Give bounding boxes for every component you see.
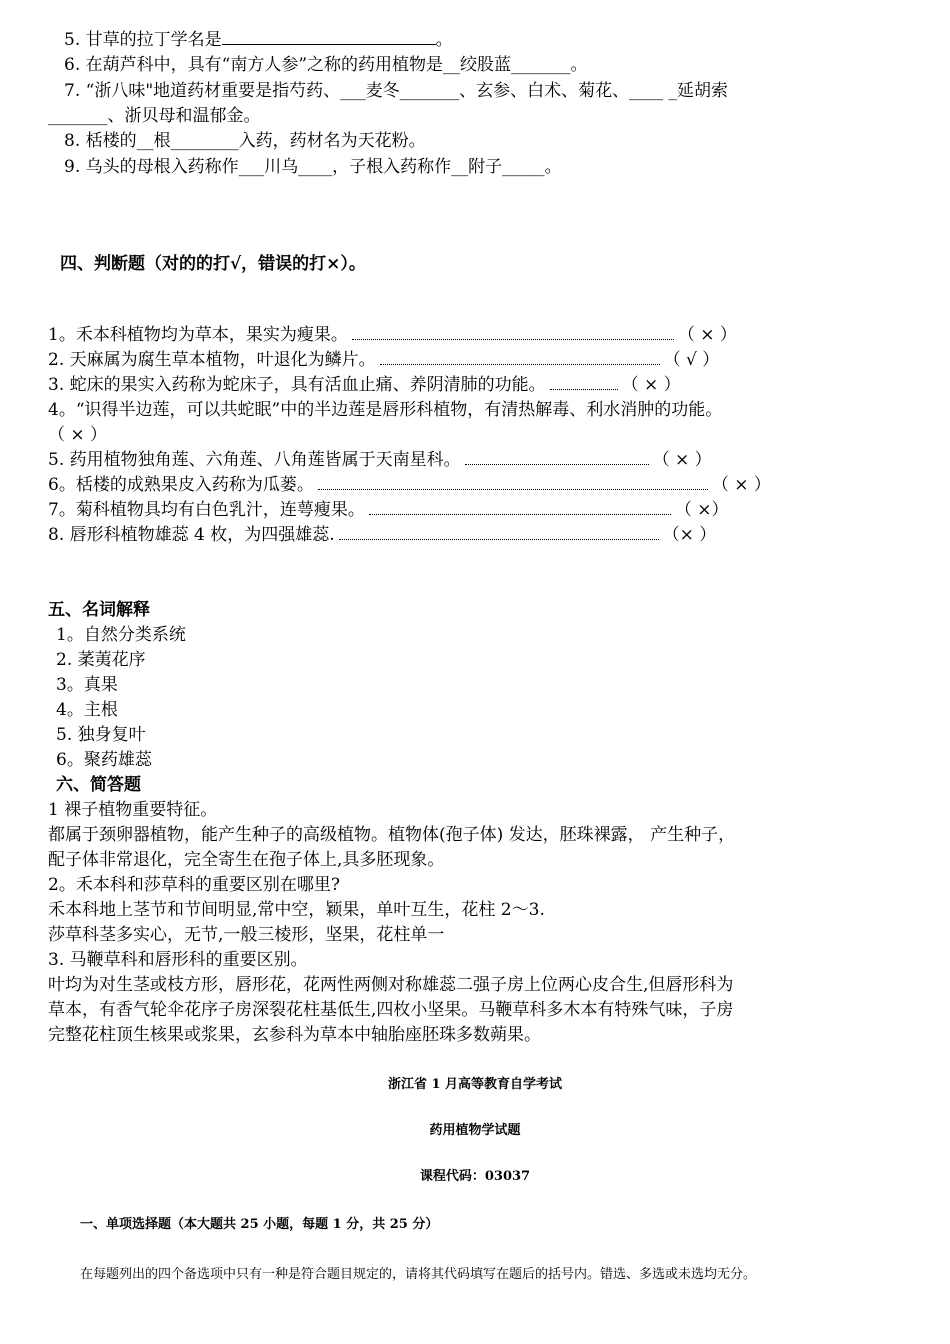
judge-item-5-text: 5. 药用植物独角莲、六角莲、八角莲皆属于天南星科。 — [48, 450, 461, 470]
exam-title-2: 药用植物学试题 — [429, 1123, 521, 1138]
terms-heading: 五、名词解释 — [48, 600, 150, 620]
fill-q7-line2: _______、浙贝母和温郁金。 — [48, 106, 261, 126]
short-line-4: 2。禾本科和莎草科的重要区别在哪里? — [48, 875, 340, 895]
fill-q7-line1: 7. “浙八味"地道药材重要是指芍药、___麦冬_______、玄参、白术、菊花、____ _延胡索 — [64, 81, 729, 101]
judge-item-2 — [48, 348, 719, 372]
judge-item-3-mark: （ × ） — [621, 375, 681, 395]
short-line-7: 3. 马鞭草科和唇形科的重要区别。 — [48, 950, 308, 970]
fill-q6-end: _______。 — [511, 55, 588, 75]
fill-q9-answer2: __附子_____ — [451, 157, 545, 177]
judge-item-7-dots — [369, 498, 671, 515]
judge-item-1-text: 1。禾本科植物均为草本，果实为瘦果。 — [48, 325, 348, 345]
judge-heading: 四、判断题（对的的打√，错误的打×）。 — [60, 254, 366, 274]
judge-item-2-mark: （ √ ） — [663, 350, 720, 370]
judge-item-2-dots — [380, 348, 660, 365]
fill-q5-end: 。 — [435, 30, 453, 50]
exam-course-code: 课程代码：03037 — [419, 1169, 531, 1184]
fill-q9-answer1: ___川乌____ — [238, 157, 333, 177]
judge-item-3-text: 3. 蛇床的果实入药称为蛇床子，具有活血止痛、养阴清肺的功能。 — [48, 375, 546, 395]
fill-q8-text: 8. 栝楼的__ — [64, 131, 154, 151]
term-item-6: 6。聚药雄蕊 — [56, 750, 152, 770]
fill-q9-mid: ，子根入药称作 — [332, 157, 452, 177]
judge-item-1-dots — [352, 323, 674, 340]
judge-item-5 — [48, 448, 712, 472]
judge-item-1-mark: （ × ） — [677, 325, 737, 345]
judge-item-3 — [48, 373, 681, 397]
fill-q5 — [64, 26, 453, 52]
judge-item-6-text: 6。栝楼的成熟果皮入药称为瓜蒌。 — [48, 475, 314, 495]
judge-item-6-mark: （ × ） — [711, 475, 771, 495]
judge-item-4: 4。“识得半边莲，可以共蛇眠”中的半边莲是唇形科植物，有清热解毒、利水消肿的功能。 — [48, 400, 723, 420]
exam-instruction: 在每题列出的四个备选项中只有一种是符合题目规定的，请将其代码填写在题后的括号内。错选、多选或未选均无分。 — [80, 1267, 757, 1282]
term-item-4: 4。主根 — [56, 700, 118, 720]
short-line-9: 草本，有香气轮伞花序子房深裂花柱基低生,四枚小坚果。马鞭草科多木本有特殊气味，子房 — [48, 1000, 734, 1020]
judge-item-7-mark: （ ×） — [674, 500, 729, 520]
judge-item-7 — [48, 498, 728, 522]
judge-item-7-text: 7。菊科植物具均有白色乳汁，连萼瘦果。 — [48, 500, 365, 520]
judge-item-2-text: 2. 天麻属为腐生草本植物，叶退化为鳞片。 — [48, 350, 376, 370]
judge-item-4-mark: （ × ） — [48, 425, 108, 445]
short-line-8: 叶均为对生茎或枝方形，唇形花，花两性两侧对称雄蕊二强子房上位两心皮合生,但唇形科为 — [48, 975, 734, 995]
judge-item-8-text: 8. 唇形科植物雄蕊 4 枚，为四强雄蕊. — [48, 525, 335, 545]
judge-item-3-dots — [550, 373, 618, 390]
short-heading: 六、简答题 — [56, 775, 141, 795]
fill-q6-text: 6. 在葫芦科中，具有“南方人参”之称的药用植物是__ — [64, 55, 461, 75]
fill-q9-end: 。 — [544, 157, 562, 177]
fill-q5-blank — [222, 26, 436, 45]
judge-item-6 — [48, 473, 771, 497]
term-item-1: 1。自然分类系统 — [56, 625, 186, 645]
fill-q6-answer: 绞股蓝 — [460, 55, 512, 75]
fill-q8-answer: 根 — [153, 131, 171, 151]
short-line-10: 完整花柱顶生核果或浆果，玄参科为草本中轴胎座胚珠多数蒴果。 — [48, 1025, 541, 1045]
judge-item-8 — [48, 523, 716, 547]
fill-q6 — [64, 53, 588, 77]
short-line-5: 禾本科地上茎节和节间明显,常中空，颖果，单叶互生，花柱 2～3. — [48, 900, 545, 920]
short-line-6: 莎草科茎多实心，无节,一般三棱形，坚果，花柱单一 — [48, 925, 445, 945]
short-line-2: 都属于颈卵器植物，能产生种子的高级植物。植物体(孢子体) 发达，胚珠裸露， 产生种子， — [48, 825, 736, 845]
short-line-3: 配子体非常退化，完全寄生在孢子体上,具多胚现象。 — [48, 850, 445, 870]
judge-item-8-mark: （× ） — [662, 525, 717, 545]
exam-section-1: 一、单项选择题（本大题共 25 小题，每题 1 分，共 25 分） — [80, 1217, 439, 1232]
fill-q5-text: 5. 甘草的拉丁学名是 — [64, 30, 222, 50]
short-line-1: 1 裸子植物重要特征。 — [48, 800, 218, 820]
judge-item-5-dots — [465, 448, 649, 465]
exam-title-1: 浙江省 1 月高等教育自学考试 — [387, 1077, 563, 1092]
judge-item-5-mark: （ × ） — [652, 450, 712, 470]
fill-q8-rest: ________入药，药材名为天花粉。 — [170, 131, 426, 151]
term-item-5: 5. 独身复叶 — [56, 725, 146, 745]
fill-q9-text: 9. 乌头的母根入药称作 — [64, 157, 239, 177]
fill-q9 — [64, 155, 562, 179]
term-item-2: 2. 葇荑花序 — [56, 650, 146, 670]
judge-item-1 — [48, 323, 737, 347]
judge-item-6-dots — [318, 473, 708, 490]
term-item-3: 3。真果 — [56, 675, 118, 695]
fill-q8 — [64, 129, 426, 153]
judge-item-8-dots — [339, 523, 659, 540]
